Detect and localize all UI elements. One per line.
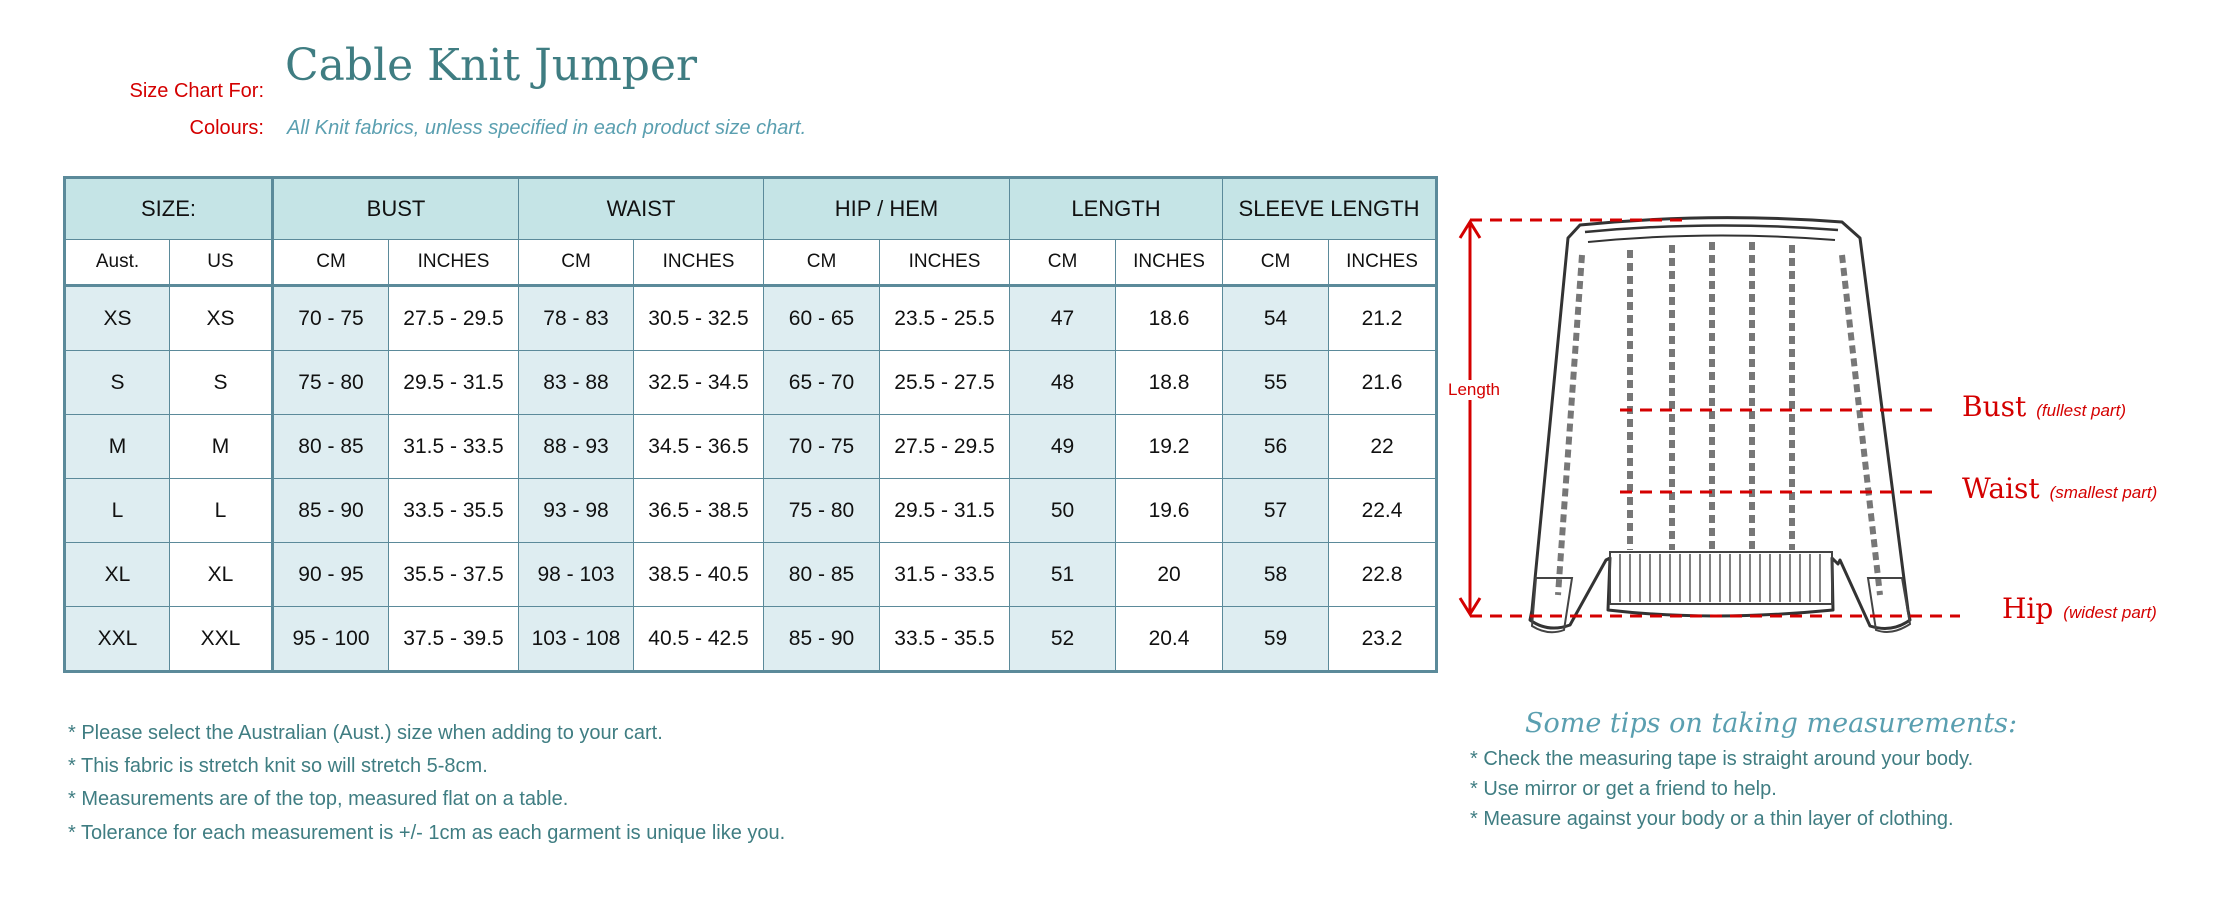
table-cell: XS <box>65 286 170 351</box>
table-cell: 70 - 75 <box>273 286 389 351</box>
bust-note: (fullest part) <box>2036 401 2126 420</box>
table-cell: 22.4 <box>1329 479 1437 543</box>
tip-3: * Measure against your body or a thin layer of clothing. <box>1470 808 1954 830</box>
note-4: * Tolerance for each measurement is +/- 1cm as each garment is unique like you. <box>68 822 786 844</box>
table-cell: M <box>65 415 170 479</box>
group-header-hip: HIP / HEM <box>764 178 1010 240</box>
table-cell: 30.5 - 32.5 <box>634 286 764 351</box>
table-cell: 38.5 - 40.5 <box>634 543 764 607</box>
table-cell: 52 <box>1010 607 1116 672</box>
table-cell: 32.5 - 34.5 <box>634 351 764 415</box>
table-cell: 59 <box>1223 607 1329 672</box>
table-row <box>65 543 1437 607</box>
table-cell: 88 - 93 <box>519 415 634 479</box>
table-cell: 20 <box>1116 543 1223 607</box>
tip-1: * Check the measuring tape is straight around your body. <box>1470 748 1974 770</box>
waist-label <box>1962 472 2157 505</box>
table-cell: 18.6 <box>1116 286 1223 351</box>
tips-heading: Some tips on taking measurements: <box>1525 708 2018 739</box>
table-cell: L <box>65 479 170 543</box>
waist-label-text: Waist <box>1962 472 2040 505</box>
table-row <box>65 351 1437 415</box>
table-cell: 85 - 90 <box>764 607 880 672</box>
table-cell: 57 <box>1223 479 1329 543</box>
hip-label <box>2002 592 2157 625</box>
table-cell: XXL <box>170 607 273 672</box>
table-cell: M <box>170 415 273 479</box>
sub-header-bust-inches: INCHES <box>389 240 519 286</box>
table-cell: 83 - 88 <box>519 351 634 415</box>
sub-header-waist-inches: INCHES <box>634 240 764 286</box>
bust-label <box>1962 390 2126 423</box>
table-cell: 56 <box>1223 415 1329 479</box>
group-header-size: SIZE: <box>65 178 273 240</box>
table-cell: 25.5 - 27.5 <box>880 351 1010 415</box>
table-cell: XL <box>170 543 273 607</box>
table-cell: 31.5 - 33.5 <box>880 543 1010 607</box>
table-row <box>65 415 1437 479</box>
sub-header-length-cm: CM <box>1010 240 1116 286</box>
table-cell: 29.5 - 31.5 <box>880 479 1010 543</box>
table-cell: 19.2 <box>1116 415 1223 479</box>
table-cell: 22.8 <box>1329 543 1437 607</box>
sub-header-sleeve-cm: CM <box>1223 240 1329 286</box>
hip-note: (widest part) <box>2063 603 2157 622</box>
table-cell: 51 <box>1010 543 1116 607</box>
sub-header-hip-cm: CM <box>764 240 880 286</box>
table-cell: 78 - 83 <box>519 286 634 351</box>
table-cell: 93 - 98 <box>519 479 634 543</box>
table-cell: 19.6 <box>1116 479 1223 543</box>
table-cell: XXL <box>65 607 170 672</box>
table-cell: 65 - 70 <box>764 351 880 415</box>
table-cell: 20.4 <box>1116 607 1223 672</box>
table-cell: 33.5 - 35.5 <box>880 607 1010 672</box>
table-cell: 55 <box>1223 351 1329 415</box>
hip-label-text: Hip <box>2002 592 2054 625</box>
table-cell: XS <box>170 286 273 351</box>
table-cell: 49 <box>1010 415 1116 479</box>
page-title: Cable Knit Jumper <box>285 40 698 91</box>
table-cell: 98 - 103 <box>519 543 634 607</box>
colours-value: All Knit fabrics, unless specified in each product size chart. <box>287 117 807 139</box>
waist-note: (smallest part) <box>2049 483 2158 502</box>
note-3: * Measurements are of the top, measured flat on a table. <box>68 788 569 810</box>
sub-header-sleeve-inches: INCHES <box>1329 240 1437 286</box>
table-cell: S <box>65 351 170 415</box>
bust-label-text: Bust <box>1962 390 2027 423</box>
table-row <box>65 479 1437 543</box>
table-cell: 31.5 - 33.5 <box>389 415 519 479</box>
table-cell: 18.8 <box>1116 351 1223 415</box>
table-cell: XL <box>65 543 170 607</box>
table-cell: 47 <box>1010 286 1116 351</box>
table-cell: 33.5 - 35.5 <box>389 479 519 543</box>
table-cell: 21.2 <box>1329 286 1437 351</box>
table-cell: 50 <box>1010 479 1116 543</box>
table-cell: 75 - 80 <box>764 479 880 543</box>
table-cell: 27.5 - 29.5 <box>389 286 519 351</box>
measurement-diagram <box>1440 200 2200 660</box>
table-cell: 37.5 - 39.5 <box>389 607 519 672</box>
size-table <box>63 176 1438 673</box>
table-row <box>65 607 1437 672</box>
sweater-sketch-icon <box>1440 200 2200 660</box>
table-cell: S <box>170 351 273 415</box>
table-cell: 60 - 65 <box>764 286 880 351</box>
table-cell: 23.2 <box>1329 607 1437 672</box>
table-cell: 95 - 100 <box>273 607 389 672</box>
table-cell: 48 <box>1010 351 1116 415</box>
group-header-length: LENGTH <box>1010 178 1223 240</box>
table-cell: 75 - 80 <box>273 351 389 415</box>
sub-header-aust: Aust. <box>65 240 170 286</box>
sub-header-us: US <box>170 240 273 286</box>
table-cell: 70 - 75 <box>764 415 880 479</box>
sub-header-waist-cm: CM <box>519 240 634 286</box>
table-cell: 36.5 - 38.5 <box>634 479 764 543</box>
table-cell: 90 - 95 <box>273 543 389 607</box>
table-cell: 29.5 - 31.5 <box>389 351 519 415</box>
table-cell: 27.5 - 29.5 <box>880 415 1010 479</box>
sub-header-bust-cm: CM <box>273 240 389 286</box>
table-cell: 21.6 <box>1329 351 1437 415</box>
table-cell: 80 - 85 <box>764 543 880 607</box>
table-cell: L <box>170 479 273 543</box>
group-header-bust: BUST <box>273 178 519 240</box>
group-header-waist: WAIST <box>519 178 764 240</box>
sub-header-length-inches: INCHES <box>1116 240 1223 286</box>
table-cell: 23.5 - 25.5 <box>880 286 1010 351</box>
table-cell: 34.5 - 36.5 <box>634 415 764 479</box>
table-cell: 22 <box>1329 415 1437 479</box>
group-header-sleeve-length: SLEEVE LENGTH <box>1223 178 1437 240</box>
table-cell: 35.5 - 37.5 <box>389 543 519 607</box>
note-1: * Please select the Australian (Aust.) size when adding to your cart. <box>68 722 663 744</box>
note-2: * This fabric is stretch knit so will stretch 5-8cm. <box>68 755 488 777</box>
sub-header-hip-inches: INCHES <box>880 240 1010 286</box>
length-label: Length <box>1448 380 1500 399</box>
table-cell: 40.5 - 42.5 <box>634 607 764 672</box>
table-cell: 80 - 85 <box>273 415 389 479</box>
table-cell: 54 <box>1223 286 1329 351</box>
table-cell: 103 - 108 <box>519 607 634 672</box>
tip-2: * Use mirror or get a friend to help. <box>1470 778 1777 800</box>
colours-label: Colours: <box>189 117 264 139</box>
table-cell: 85 - 90 <box>273 479 389 543</box>
table-cell: 58 <box>1223 543 1329 607</box>
table-row <box>65 286 1437 351</box>
size-chart-for-label: Size Chart For: <box>129 80 264 102</box>
